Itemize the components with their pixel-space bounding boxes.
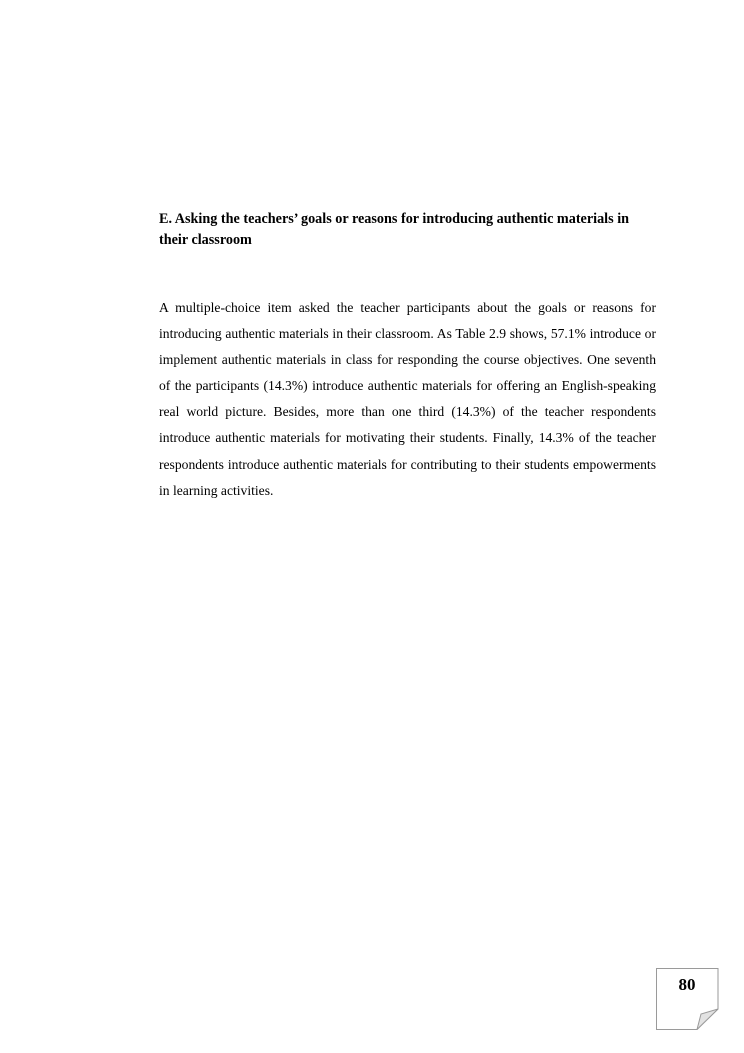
body-paragraph: A multiple-choice item asked the teacher participants about the goals or reasons for introducing authentic materials in their classroom. As Table 2.9 shows, 57.1% introduce or implement authentic materials in class for responding the course objectives. One seventh of the participants (14.3%) introduce authentic materials for offering an English-speaking real world picture. Besides, more than one third (14.3%) of the teacher respondents introduce authentic materials for motivating their students. Finally, 14.3% of the teacher respondents introduce authentic materials for contributing to their students empowerments in learning activities. — [159, 300, 656, 498]
page-number-box — [656, 968, 719, 1030]
page-number: 80 — [678, 975, 696, 994]
section-heading: E. Asking the teachers’ goals or reasons for introducing authentic materials in their classroom — [159, 211, 630, 248]
